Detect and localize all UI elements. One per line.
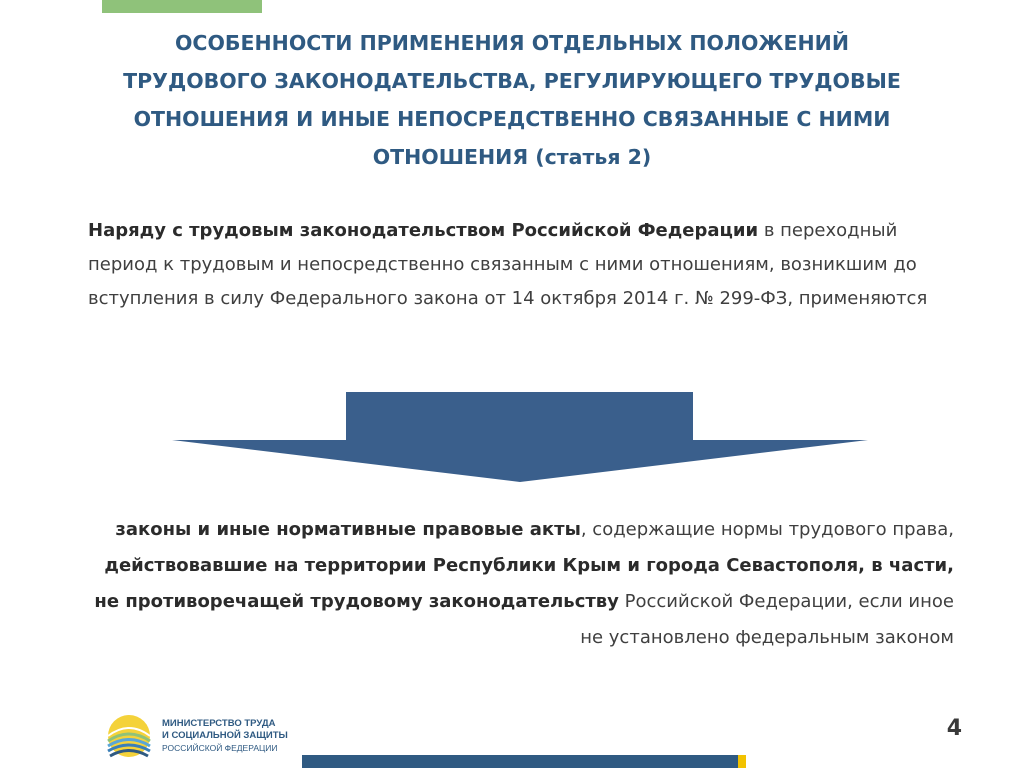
ministry-line-3: РОССИЙСКОЙ ФЕДЕРАЦИИ [162, 743, 278, 753]
lead-bold-text: Наряду с трудовым законодательством Российской Федерации [88, 220, 759, 241]
result-bold-text-1: законы и иные нормативные правовые акты [115, 519, 581, 540]
lead-text: в переходный период к трудовым и непосредственно связанным с ними отношениям, возникшим до вступления в силу Федерального закона от 14 октября 2014 г. № 299-ФЗ, применяются [88, 220, 928, 309]
arrow-shape [172, 392, 868, 482]
ministry-line-2: И СОЦИАЛЬНОЙ ЗАЩИТЫ [162, 730, 288, 741]
result-paragraph [88, 512, 954, 656]
title-line-2: ТРУДОВОГО ЗАКОНОДАТЕЛЬСТВА, РЕГУЛИРУЮЩЕГО ТРУДОВЫЕ [123, 69, 901, 93]
down-arrow-icon [172, 392, 868, 484]
lead-paragraph [88, 214, 928, 316]
result-text-1: , содержащие нормы трудового права, [580, 519, 954, 540]
title-line-1: ОСОБЕННОСТИ ПРИМЕНЕНИЯ ОТДЕЛЬНЫХ ПОЛОЖЕНИЙ [175, 31, 849, 55]
result-bold-text-2: действовавшие на территории Республики Крым и города Севастополя, в части, не противоречащей трудовому законодательству [94, 555, 954, 612]
ministry-line-1: МИНИСТЕРСТВО ТРУДА [162, 718, 276, 729]
bottom-bar [302, 755, 738, 768]
page-number: 4 [946, 716, 962, 741]
ministry-name [162, 718, 288, 754]
ministry-sun-logo-icon [106, 714, 152, 762]
title-line-3: ОТНОШЕНИЯ И ИНЫЕ НЕПОСРЕДСТВЕННО СВЯЗАННЫЕ С НИМИ [133, 107, 891, 131]
top-accent-bar [102, 0, 262, 13]
result-text-2: Российской Федерации, если иное не установлено федеральным законом [580, 591, 954, 648]
title-line-4: ОТНОШЕНИЯ (статья 2) [372, 145, 652, 169]
bottom-accent-bar [738, 755, 746, 768]
slide-title [40, 24, 984, 176]
